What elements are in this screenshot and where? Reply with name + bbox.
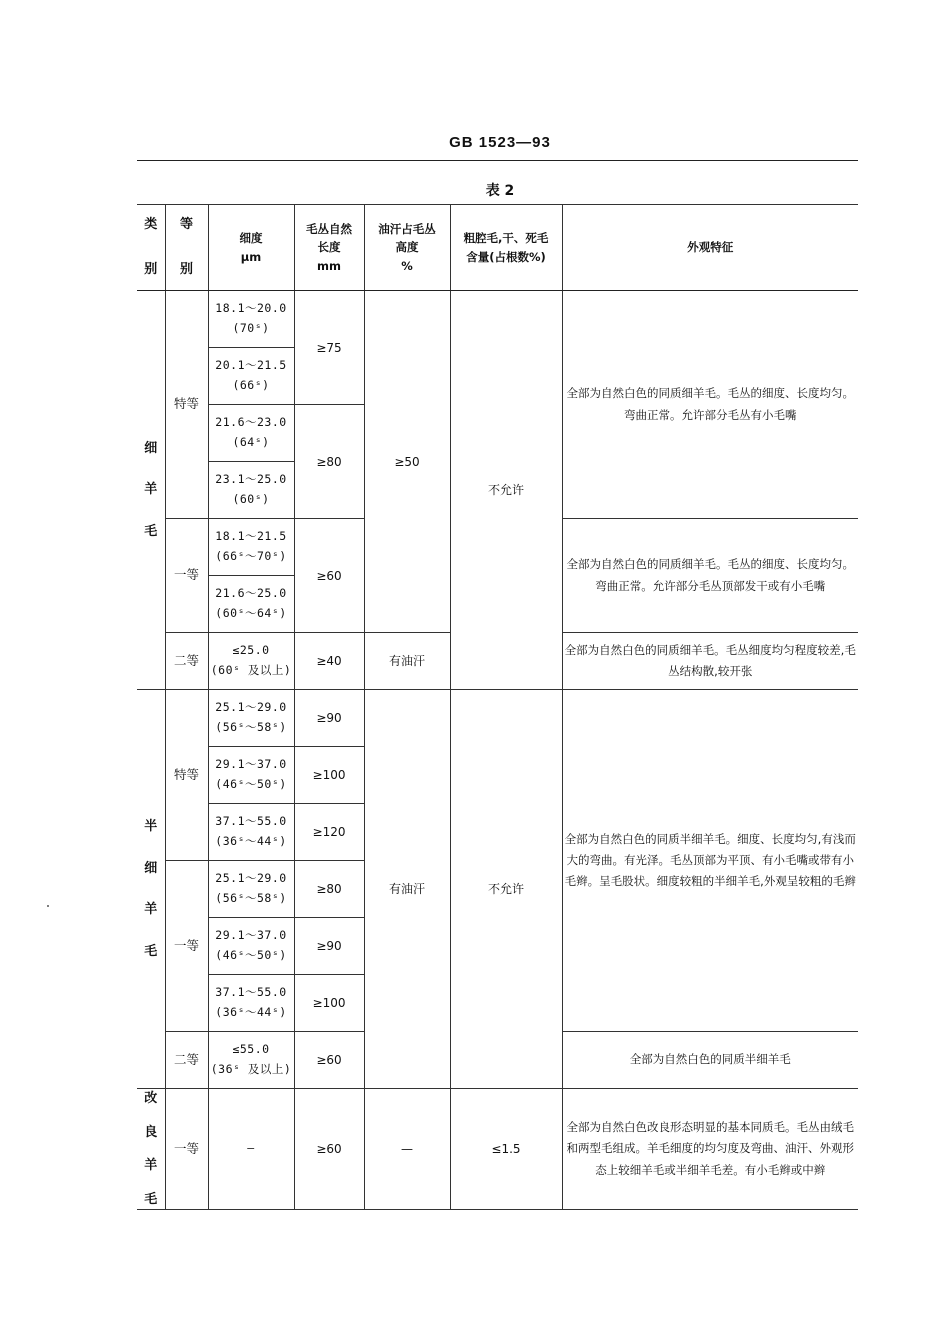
grade-cell: 二等 [165,633,208,690]
fineness-cell: 23.1～25.0 (60ˢ) [208,462,294,519]
fineness-cell: 21.6～25.0 (60ˢ～64ˢ) [208,576,294,633]
fineness-cell: 37.1～55.0 (36ˢ～44ˢ) [208,804,294,861]
appearance-cell: 全部为自然白色的同质半细羊毛 [562,1032,858,1089]
fineness-cell: 21.6～23.0 (64ˢ) [208,405,294,462]
table-row [137,1089,858,1210]
fineness-cell: 29.1～37.0 (46ˢ～50ˢ) [208,747,294,804]
grease-cell: — [364,1089,450,1210]
col-grade: 等 别 [165,205,208,291]
appearance-cell: 全部为自然白色改良形态明显的基本同质毛。毛丛由绒毛和两型毛组成。羊毛细度的均匀度及弯曲、油汗、外观形态上较细羊毛或半细羊毛差。有小毛辫或中辫 [562,1089,858,1210]
table-header-row [137,205,858,291]
appearance-cell: 全部为自然白色的同质细羊毛。毛丛的细度、长度均匀。弯曲正常。允许部分毛丛有小毛嘴 [562,291,858,519]
category-semi-fine-wool: 半 细 羊 毛 [137,690,165,1089]
fineness-cell: 18.1～20.0 (70ˢ) [208,291,294,348]
col-length: 毛丛自然 长度 mm [294,205,364,291]
grade-cell: 二等 [165,1032,208,1089]
fineness-cell: 25.1～29.0 (56ˢ～58ˢ) [208,690,294,747]
fineness-cell: ≤55.0 (36ˢ 及以上) [208,1032,294,1089]
fineness-cell: 20.1～21.5 (66ˢ) [208,348,294,405]
category-improved-wool: 改 良 羊 毛 [137,1089,165,1210]
table-row [137,291,858,348]
grade-cell: 一等 [165,861,208,1032]
length-cell: ≥80 [294,405,364,519]
grade-cell: 特等 [165,690,208,861]
appearance-cell: 全部为自然白色的同质细羊毛。毛丛的细度、长度均匀。弯曲正常。允许部分毛丛顶部发干或有小毛嘴 [562,519,858,633]
category-fine-wool: 细 羊 毛 [137,291,165,690]
grease-cell: 有油汗 [364,633,450,690]
table-row [137,690,858,747]
col-appearance: 外观特征 [562,205,858,291]
appearance-cell: 全部为自然白色的同质细羊毛。毛丛细度均匀程度较差,毛丛结构散,较开张 [562,633,858,690]
col-category: 类 别 [137,205,165,291]
fineness-cell: 37.1～55.0 (36ˢ～44ˢ) [208,975,294,1032]
grease-cell: ≥50 [364,291,450,633]
scan-speck [47,905,49,907]
standard-code: GB 1523—93 [449,134,551,151]
grade-cell: 一等 [165,519,208,633]
length-cell: ≥120 [294,804,364,861]
grade-cell: 特等 [165,291,208,519]
grease-cell: 有油汗 [364,690,450,1089]
length-cell: ≥40 [294,633,364,690]
length-cell: ≥80 [294,861,364,918]
length-cell: ≥60 [294,519,364,633]
header-rule [137,160,858,161]
length-cell: ≥100 [294,975,364,1032]
wool-grade-table [137,204,858,1210]
fineness-cell: 18.1～21.5 (66ˢ～70ˢ) [208,519,294,576]
grade-cell: 一等 [165,1089,208,1210]
fineness-cell: 29.1～37.0 (46ˢ～50ˢ) [208,918,294,975]
col-fineness: 细度 μm [208,205,294,291]
fineness-cell: 25.1～29.0 (56ˢ～58ˢ) [208,861,294,918]
fineness-cell: — [208,1089,294,1210]
coarse-cell: ≤1.5 [450,1089,562,1210]
length-cell: ≥100 [294,747,364,804]
coarse-cell: 不允许 [450,690,562,1089]
length-cell: ≥90 [294,918,364,975]
table-title: 表 2 [485,183,515,199]
fineness-cell: ≤25.0 (60ˢ 及以上) [208,633,294,690]
col-grease: 油汗占毛丛 高度 % [364,205,450,291]
length-cell: ≥60 [294,1032,364,1089]
appearance-cell: 全部为自然白色的同质半细羊毛。细度、长度均匀,有浅而大的弯曲。有光泽。毛丛顶部为平顶、有小毛嘴或带有小毛辫。呈毛股状。细度较粗的半细羊毛,外观呈较粗的毛辫 [562,690,858,1032]
length-cell: ≥90 [294,690,364,747]
length-cell: ≥75 [294,291,364,405]
length-cell: ≥60 [294,1089,364,1210]
col-coarse: 粗腔毛,干、死毛 含量(占根数%) [450,205,562,291]
coarse-cell: 不允许 [450,291,562,690]
